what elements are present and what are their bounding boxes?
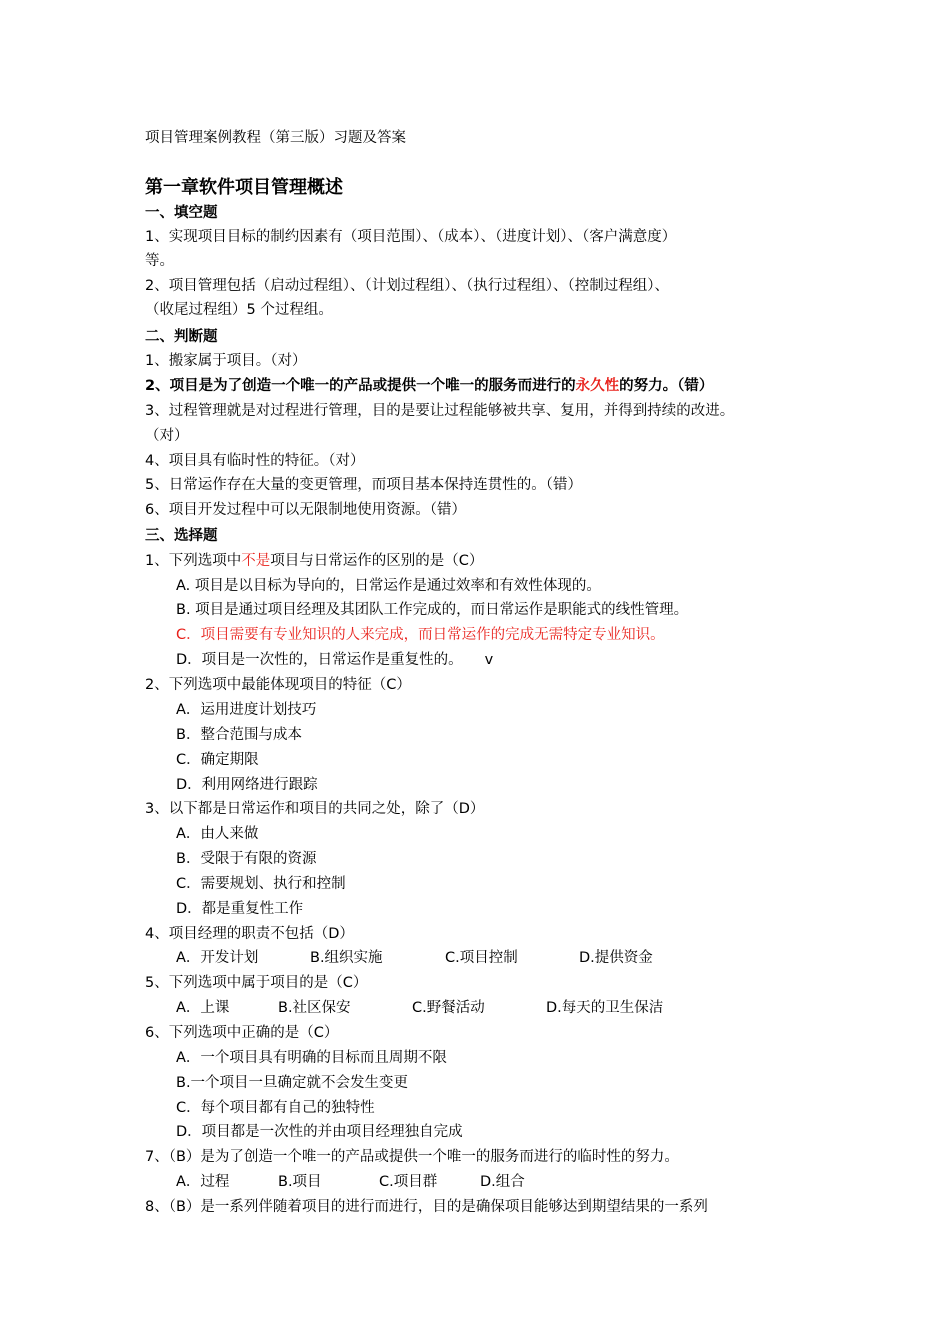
tf-question-3-line-2: （对） xyxy=(145,428,189,444)
tf-question-2-pre: 2、项目是为了创造一个唯一的产品或提供一个唯一的服务而进行的 xyxy=(145,378,576,394)
mc-question-1 xyxy=(145,551,483,571)
fill-question-2-line-1: 2、项目管理包括（启动过程组）、（计划过程组）、（执行过程组）、（控制过程组）、 xyxy=(145,278,669,294)
mc-question-8: 8、（B）是一系列伴随着项目的进行而进行，目的是确保项目能够达到期望结果的一系列 xyxy=(145,1199,708,1215)
section-heading-multiple-choice: 三、选择题 xyxy=(145,528,218,544)
mc-question-3-option-b: B．受限于有限的资源 xyxy=(176,851,317,867)
tf-question-1: 1、搬家属于项目。（对） xyxy=(145,353,307,369)
mc-question-1-highlight: 不是 xyxy=(241,553,271,569)
mc-question-1-option-d xyxy=(176,650,493,670)
mc-question-1-post: 项目与日常运作的区别的是（C） xyxy=(270,553,484,569)
mc-question-6-option-b: B.一个项目一旦确定就不会发生变更 xyxy=(176,1075,409,1091)
mc-question-3-option-c: C．需要规划、执行和控制 xyxy=(176,876,346,892)
mc-question-5-option-c: C.野餐活动 xyxy=(412,1000,485,1016)
mc-question-3-option-a: A．由人来做 xyxy=(176,826,259,842)
mc-question-7-option-d: D.组合 xyxy=(480,1174,525,1190)
fill-question-2-line-2: （收尾过程组）5 个过程组。 xyxy=(145,302,333,318)
mc-question-7-option-b: B.项目 xyxy=(278,1174,322,1190)
mc-question-1-option-a: A. 项目是以目标为导向的，日常运作是通过效率和有效性体现的。 xyxy=(176,578,601,594)
mc-question-5-option-a: A．上课 xyxy=(176,1000,230,1016)
tf-question-5: 5、日常运作存在大量的变更管理，而项目基本保持连贯性的。（错） xyxy=(145,477,582,493)
tf-question-6: 6、项目开发过程中可以无限制地使用资源。（错） xyxy=(145,502,466,518)
mc-question-6-option-d: D．项目都是一次性的并由项目经理独自完成 xyxy=(176,1124,463,1140)
section-heading-true-false: 二、判断题 xyxy=(145,329,218,345)
chapter-title: 第一章软件项目管理概述 xyxy=(145,177,343,198)
mc-question-6-option-a: A．一个项目具有明确的目标而且周期不限 xyxy=(176,1050,447,1066)
mc-question-5: 5、下列选项中属于项目的是（C） xyxy=(145,975,368,991)
mc-question-2-option-a: A．运用进度计划技巧 xyxy=(176,702,317,718)
mc-question-7-option-a: A．过程 xyxy=(176,1174,230,1190)
mc-question-1-option-b: B. 项目是通过项目经理及其团队工作完成的，而日常运作是职能式的线性管理。 xyxy=(176,602,689,618)
mc-question-1-option-c: C．项目需要有专业知识的人来完成，而日常运作的完成无需特定专业知识。 xyxy=(176,627,665,643)
mc-question-3-option-d: D．都是重复性工作 xyxy=(176,901,304,917)
mc-question-6: 6、下列选项中正确的是（C） xyxy=(145,1025,339,1041)
mc-question-7: 7、（B）是为了创造一个唯一的产品或提供一个唯一的服务而进行的临时性的努力。 xyxy=(145,1149,679,1165)
tf-question-4: 4、项目具有临时性的特征。（对） xyxy=(145,453,365,469)
fill-question-1-line-1: 1、实现项目目标的制约因素有（项目范围）、（成本）、（进度计划）、（客户满意度） xyxy=(145,229,677,245)
mc-question-2-option-c: C．确定期限 xyxy=(176,752,259,768)
mc-question-2: 2、下列选项中最能体现项目的特征（C） xyxy=(145,677,411,693)
tf-question-2-post: 的努力。（错） xyxy=(619,378,714,394)
tf-question-2 xyxy=(145,376,713,396)
mc-question-5-option-d: D.每天的卫生保洁 xyxy=(546,1000,664,1016)
tf-question-3-line-1: 3、过程管理就是对过程进行管理，目的是要让过程能够被共享、复用，并得到持续的改进。 xyxy=(145,403,735,419)
mc-question-3: 3、以下都是日常运作和项目的共同之处，除了（D） xyxy=(145,801,485,817)
mc-question-1-pre: 1、下列选项中 xyxy=(145,553,242,569)
mc-question-4-option-c: C.项目控制 xyxy=(445,950,518,966)
mc-question-7-options xyxy=(176,1172,525,1192)
mc-question-2-option-b: B．整合范围与成本 xyxy=(176,727,302,743)
mc-question-7-option-c: C.项目群 xyxy=(379,1174,438,1190)
mc-question-5-option-b: B.社区保安 xyxy=(278,1000,351,1016)
mc-question-2-option-d: D．利用网络进行跟踪 xyxy=(176,777,318,793)
mc-question-4-option-a: A．开发计划 xyxy=(176,950,259,966)
mc-question-4: 4、项目经理的职责不包括（D） xyxy=(145,926,354,942)
mc-question-5-options xyxy=(176,998,663,1018)
mc-question-6-option-c: C．每个项目都有自己的独特性 xyxy=(176,1100,375,1116)
mc-question-1-check-mark: v xyxy=(484,652,494,668)
mc-question-1-option-d-text: D．项目是一次性的，日常运作是重复性的。 xyxy=(176,652,463,668)
document-title: 项目管理案例教程（第三版）习题及答案 xyxy=(145,130,406,146)
mc-question-4-option-d: D.提供资金 xyxy=(579,950,653,966)
fill-question-1-line-2: 等。 xyxy=(145,253,174,269)
section-heading-fill-blank: 一、填空题 xyxy=(145,205,218,221)
mc-question-4-options xyxy=(176,948,653,968)
tf-question-2-highlight: 永久性 xyxy=(575,378,620,394)
mc-question-4-option-b: B.组织实施 xyxy=(310,950,383,966)
